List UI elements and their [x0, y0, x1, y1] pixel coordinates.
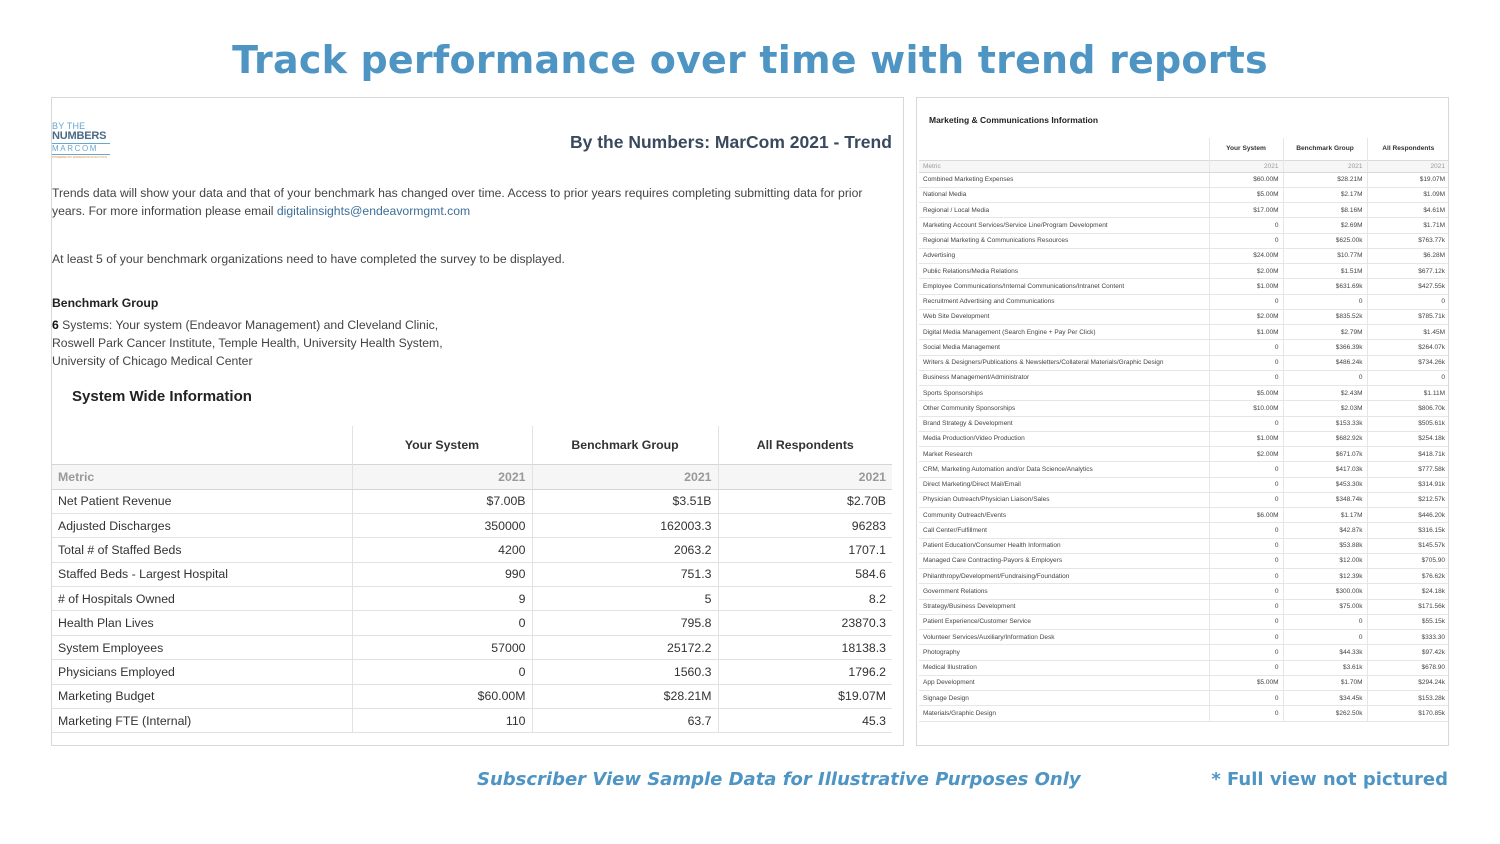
value-cell: $19.07M: [1367, 172, 1449, 187]
value-cell: 0: [1209, 355, 1283, 370]
table-row: [919, 675, 1449, 690]
value-cell: $6.28M: [1367, 248, 1449, 263]
marcom-rows: [919, 172, 1449, 721]
metric-name-cell: Marketing FTE (Internal): [52, 709, 352, 733]
benchmark-count: 6: [52, 318, 59, 332]
metric-name-cell: Marketing Account Services/Service Line/Program Development: [919, 218, 1209, 233]
value-cell: 0: [1209, 477, 1283, 492]
value-cell: 0: [1283, 614, 1367, 629]
metric-name-cell: App Development: [919, 675, 1209, 690]
value-cell: $2.00M: [1209, 447, 1283, 462]
table-row: [919, 431, 1449, 446]
value-cell: $254.18k: [1367, 431, 1449, 446]
table-row: [52, 538, 892, 562]
table-row: [52, 660, 892, 684]
metric-name-cell: Direct Marketing/Direct Mail/Email: [919, 477, 1209, 492]
metric-name-cell: Government Relations: [919, 584, 1209, 599]
year-your-system: 2021: [352, 464, 532, 489]
table-row: [919, 218, 1449, 233]
metric-name-cell: Physician Outreach/Physician Liaison/Sales: [919, 492, 1209, 507]
table-row: [919, 569, 1449, 584]
intro-text: Trends data will show your data and that of your benchmark has changed over time. Access to prior years requires completing submitting data for prior years. For more information please email: [52, 186, 863, 218]
year-benchmark-group: 2021: [1283, 160, 1367, 172]
table-row: [52, 513, 892, 537]
table-row: [919, 187, 1449, 202]
table-row: [919, 584, 1449, 599]
year-your-system: 2021: [1209, 160, 1283, 172]
value-cell: $12.39k: [1283, 569, 1367, 584]
value-cell: $505.61k: [1367, 416, 1449, 431]
value-cell: $145.57k: [1367, 538, 1449, 553]
value-cell: $2.03M: [1283, 401, 1367, 416]
value-cell: 45.3: [718, 709, 892, 733]
metric-name-cell: Medical Illustration: [919, 660, 1209, 675]
value-cell: 0: [1209, 492, 1283, 507]
value-cell: 57000: [352, 635, 532, 659]
value-cell: $262.50k: [1283, 706, 1367, 721]
metric-name-cell: Employee Communications/Internal Communications/Intranet Content: [919, 279, 1209, 294]
value-cell: $671.07k: [1283, 447, 1367, 462]
metric-name-cell: Health Plan Lives: [52, 611, 352, 635]
value-cell: 0: [1209, 233, 1283, 248]
value-cell: $453.30k: [1283, 477, 1367, 492]
value-cell: $366.39k: [1283, 340, 1367, 355]
metric-name-cell: Media Production/Video Production: [919, 431, 1209, 446]
value-cell: $2.17M: [1283, 187, 1367, 202]
value-cell: 0: [1209, 218, 1283, 233]
metric-name-cell: Market Research: [919, 447, 1209, 462]
col-metric: Metric: [52, 464, 352, 489]
value-cell: $446.20k: [1367, 508, 1449, 523]
value-cell: 0: [1209, 538, 1283, 553]
value-cell: $682.92k: [1283, 431, 1367, 446]
benchmark-group-heading: Benchmark Group: [52, 296, 159, 310]
marcom-report-panel: [916, 97, 1449, 746]
metric-name-cell: System Employees: [52, 635, 352, 659]
table-row: [919, 447, 1449, 462]
value-cell: $55.15k: [1367, 614, 1449, 629]
value-cell: 990: [352, 562, 532, 586]
table-row: [919, 553, 1449, 568]
value-cell: $28.21M: [1283, 172, 1367, 187]
table-row: [919, 340, 1449, 355]
marcom-heading: Marketing & Communications Information: [929, 115, 1099, 125]
value-cell: 0: [1367, 294, 1449, 309]
value-cell: 0: [1283, 630, 1367, 645]
value-cell: $333.30: [1367, 630, 1449, 645]
table-row: [919, 614, 1449, 629]
table-row: [919, 264, 1449, 279]
metric-name-cell: Marketing Budget: [52, 684, 352, 708]
full-view-caption: * Full view not pictured: [1211, 769, 1448, 790]
metric-name-cell: Philanthropy/Development/Fundraising/Foundation: [919, 569, 1209, 584]
metric-name-cell: Regional Marketing & Communications Resources: [919, 233, 1209, 248]
value-cell: $24.00M: [1209, 248, 1283, 263]
metric-name-cell: Total # of Staffed Beds: [52, 538, 352, 562]
value-cell: $1.11M: [1367, 386, 1449, 401]
system-wide-table: [52, 426, 892, 733]
value-cell: $171.56k: [1367, 599, 1449, 614]
system-wide-rows: [52, 489, 892, 733]
metric-name-cell: CRM, Marketing Automation and/or Data Science/Analytics: [919, 462, 1209, 477]
col-all-respondents: All Respondents: [1367, 138, 1449, 160]
value-cell: $97.42k: [1367, 645, 1449, 660]
table-row: [919, 416, 1449, 431]
value-cell: 0: [1209, 660, 1283, 675]
metric-name-cell: Combined Marketing Expenses: [919, 172, 1209, 187]
col-your-system: Your System: [352, 426, 532, 464]
value-cell: $7.00B: [352, 489, 532, 513]
table-row: [919, 233, 1449, 248]
value-cell: 18138.3: [718, 635, 892, 659]
value-cell: $75.00k: [1283, 599, 1367, 614]
value-cell: $1.71M: [1367, 218, 1449, 233]
metric-name-cell: Managed Care Contracting-Payors & Employers: [919, 553, 1209, 568]
value-cell: 0: [1209, 691, 1283, 706]
value-cell: 0: [1209, 340, 1283, 355]
report-title: By the Numbers: MarCom 2021 - Trend: [570, 132, 892, 152]
value-cell: $835.52k: [1283, 309, 1367, 324]
metric-name-cell: Business Management/Administrator: [919, 370, 1209, 385]
value-cell: 110: [352, 709, 532, 733]
table-row: [919, 309, 1449, 324]
metric-name-cell: Other Community Sponsorships: [919, 401, 1209, 416]
value-cell: $5.00M: [1209, 675, 1283, 690]
table-row: [919, 401, 1449, 416]
table-row: [919, 172, 1449, 187]
value-cell: $153.33k: [1283, 416, 1367, 431]
value-cell: 0: [1283, 294, 1367, 309]
value-cell: $24.18k: [1367, 584, 1449, 599]
table-row: [919, 386, 1449, 401]
value-cell: $1.51M: [1283, 264, 1367, 279]
table-row: [919, 355, 1449, 370]
value-cell: $2.00M: [1209, 264, 1283, 279]
intro-paragraph: [52, 184, 897, 220]
value-cell: $44.33k: [1283, 645, 1367, 660]
col-metric: Metric: [919, 160, 1209, 172]
value-cell: $53.88k: [1283, 538, 1367, 553]
metric-name-cell: Sports Sponsorships: [919, 386, 1209, 401]
value-cell: 63.7: [532, 709, 718, 733]
metric-name-cell: Materials/Graphic Design: [919, 706, 1209, 721]
table-row: [919, 523, 1449, 538]
logo-line-1: BY THE: [52, 121, 86, 131]
metric-name-cell: Recruitment Advertising and Communications: [919, 294, 1209, 309]
metric-name-cell: Public Relations/Media Relations: [919, 264, 1209, 279]
value-cell: 0: [1209, 630, 1283, 645]
table-row: [919, 706, 1449, 721]
value-cell: $5.00M: [1209, 386, 1283, 401]
system-report-panel: [51, 97, 904, 746]
value-cell: $1.17M: [1283, 508, 1367, 523]
value-cell: $677.12k: [1367, 264, 1449, 279]
value-cell: 1560.3: [532, 660, 718, 684]
metric-name-cell: Photography: [919, 645, 1209, 660]
value-cell: 5: [532, 587, 718, 611]
value-cell: $17.00M: [1209, 203, 1283, 218]
value-cell: 0: [1209, 706, 1283, 721]
value-cell: $418.71k: [1367, 447, 1449, 462]
metric-name-cell: Social Media Management: [919, 340, 1209, 355]
value-cell: $170.85k: [1367, 706, 1449, 721]
value-cell: $2.79M: [1283, 325, 1367, 340]
table-row: [52, 684, 892, 708]
table-row: [919, 462, 1449, 477]
minimum-benchmark-note: At least 5 of your benchmark organizations need to have completed the survey to be displayed.: [52, 252, 565, 266]
year-all-respondents: 2021: [718, 464, 892, 489]
value-cell: 23870.3: [718, 611, 892, 635]
value-cell: $806.70k: [1367, 401, 1449, 416]
value-cell: $3.61k: [1283, 660, 1367, 675]
value-cell: 162003.3: [532, 513, 718, 537]
value-cell: $76.62k: [1367, 569, 1449, 584]
value-cell: $28.21M: [532, 684, 718, 708]
value-cell: $1.00M: [1209, 431, 1283, 446]
table-row: [52, 489, 892, 513]
sample-data-caption: Subscriber View Sample Data for Illustrative Purposes Only: [477, 769, 1081, 790]
benchmark-systems-list: [52, 316, 472, 370]
logo-line-2: NUMBERS: [52, 130, 107, 142]
metric-name-cell: National Media: [919, 187, 1209, 202]
value-cell: $294.24k: [1367, 675, 1449, 690]
metric-name-cell: Writers & Designers/Publications & Newsletters/Collateral Materials/Graphic Design: [919, 355, 1209, 370]
value-cell: 350000: [352, 513, 532, 537]
value-cell: 0: [1209, 294, 1283, 309]
table-row: [919, 492, 1449, 507]
value-cell: $60.00M: [352, 684, 532, 708]
value-cell: $2.00M: [1209, 309, 1283, 324]
value-cell: 0: [1209, 584, 1283, 599]
value-cell: $1.70M: [1283, 675, 1367, 690]
metric-name-cell: # of Hospitals Owned: [52, 587, 352, 611]
col-benchmark-group: Benchmark Group: [532, 426, 718, 464]
table-row: [919, 325, 1449, 340]
value-cell: $153.28k: [1367, 691, 1449, 706]
value-cell: $5.00M: [1209, 187, 1283, 202]
page-headline: Track performance over time with trend reports: [232, 38, 1268, 82]
value-cell: 0: [1209, 370, 1283, 385]
table-row: [52, 709, 892, 733]
metric-name-cell: Net Patient Revenue: [52, 489, 352, 513]
year-all-respondents: 2021: [1367, 160, 1449, 172]
table-row: [919, 203, 1449, 218]
value-cell: $2.69M: [1283, 218, 1367, 233]
table-row: [919, 630, 1449, 645]
value-cell: 0: [1209, 645, 1283, 660]
value-cell: 0: [1209, 553, 1283, 568]
table-row: [52, 587, 892, 611]
metric-name-cell: Community Outreach/Events: [919, 508, 1209, 523]
col-benchmark-group: Benchmark Group: [1283, 138, 1367, 160]
contact-email-link[interactable]: digitalinsights@endeavormgmt.com: [276, 204, 471, 218]
table-row: [919, 279, 1449, 294]
col-all-respondents: All Respondents: [718, 426, 892, 464]
value-cell: 0: [1209, 523, 1283, 538]
value-cell: $300.00k: [1283, 584, 1367, 599]
value-cell: $1.09M: [1367, 187, 1449, 202]
value-cell: $4.61M: [1367, 203, 1449, 218]
value-cell: $734.26k: [1367, 355, 1449, 370]
header-spacer: [52, 426, 352, 464]
value-cell: $212.57k: [1367, 492, 1449, 507]
value-cell: 0: [1209, 599, 1283, 614]
value-cell: 0: [1209, 462, 1283, 477]
table-row: [919, 645, 1449, 660]
metric-name-cell: Web Site Development: [919, 309, 1209, 324]
value-cell: $348.74k: [1283, 492, 1367, 507]
value-cell: $1.00M: [1209, 325, 1283, 340]
metric-name-cell: Physicians Employed: [52, 660, 352, 684]
value-cell: 8.2: [718, 587, 892, 611]
value-cell: 0: [1209, 569, 1283, 584]
value-cell: $2.43M: [1283, 386, 1367, 401]
value-cell: $12.00k: [1283, 553, 1367, 568]
value-cell: $2.70B: [718, 489, 892, 513]
value-cell: 584.6: [718, 562, 892, 586]
value-cell: $3.51B: [532, 489, 718, 513]
value-cell: $8.16M: [1283, 203, 1367, 218]
table-row: [919, 477, 1449, 492]
value-cell: $10.77M: [1283, 248, 1367, 263]
value-cell: 751.3: [532, 562, 718, 586]
metric-name-cell: Digital Media Management (Search Engine + Pay Per Click): [919, 325, 1209, 340]
table-row: [52, 635, 892, 659]
table-row: [919, 508, 1449, 523]
value-cell: $314.91k: [1367, 477, 1449, 492]
metric-name-cell: Advertising: [919, 248, 1209, 263]
table-row: [52, 562, 892, 586]
table-row: [919, 370, 1449, 385]
value-cell: $417.03k: [1283, 462, 1367, 477]
value-cell: $427.55k: [1367, 279, 1449, 294]
value-cell: $486.24k: [1283, 355, 1367, 370]
table-row: [919, 691, 1449, 706]
col-your-system: Your System: [1209, 138, 1283, 160]
value-cell: 0: [1209, 614, 1283, 629]
table-row: [919, 294, 1449, 309]
marcom-table: [919, 138, 1449, 722]
value-cell: $777.58k: [1367, 462, 1449, 477]
metric-name-cell: Staffed Beds - Largest Hospital: [52, 562, 352, 586]
by-the-numbers-logo: [52, 121, 110, 160]
system-wide-heading: System Wide Information: [72, 388, 252, 405]
table-row: [919, 599, 1449, 614]
metric-name-cell: Volunteer Services/Auxiliary/Information Desk: [919, 630, 1209, 645]
value-cell: $625.00k: [1283, 233, 1367, 248]
logo-line-3: MARCOM: [52, 143, 110, 155]
table-row: [52, 611, 892, 635]
value-cell: $631.69k: [1283, 279, 1367, 294]
metric-name-cell: Adjusted Discharges: [52, 513, 352, 537]
metric-name-cell: Signage Design: [919, 691, 1209, 706]
value-cell: $264.07k: [1367, 340, 1449, 355]
value-cell: 0: [1367, 370, 1449, 385]
benchmark-systems-text: Systems: Your system (Endeavor Management) and Cleveland Clinic, Roswell Park Cancer Institute, Temple Health, University Health System, University of Chicago Medical Center: [52, 318, 443, 368]
value-cell: 2063.2: [532, 538, 718, 562]
value-cell: $42.87k: [1283, 523, 1367, 538]
metric-name-cell: Call Center/Fulfillment: [919, 523, 1209, 538]
value-cell: $34.45k: [1283, 691, 1367, 706]
value-cell: 0: [1209, 416, 1283, 431]
metric-name-cell: Brand Strategy & Development: [919, 416, 1209, 431]
logo-line-4: POWERED BY ENDEAVOR ANALYTICS: [52, 155, 107, 159]
value-cell: $785.71k: [1367, 309, 1449, 324]
value-cell: 9: [352, 587, 532, 611]
metric-name-cell: Strategy/Business Development: [919, 599, 1209, 614]
value-cell: 1707.1: [718, 538, 892, 562]
value-cell: $763.77k: [1367, 233, 1449, 248]
value-cell: 0: [1283, 370, 1367, 385]
metric-name-cell: Patient Experience/Customer Service: [919, 614, 1209, 629]
value-cell: $1.45M: [1367, 325, 1449, 340]
value-cell: $6.00M: [1209, 508, 1283, 523]
value-cell: 0: [352, 660, 532, 684]
value-cell: 4200: [352, 538, 532, 562]
value-cell: $705.90: [1367, 553, 1449, 568]
value-cell: 96283: [718, 513, 892, 537]
header-spacer: [919, 138, 1209, 160]
value-cell: 25172.2: [532, 635, 718, 659]
metric-name-cell: Patient Education/Consumer Health Information: [919, 538, 1209, 553]
value-cell: $316.15k: [1367, 523, 1449, 538]
value-cell: 0: [352, 611, 532, 635]
value-cell: $10.00M: [1209, 401, 1283, 416]
value-cell: $19.07M: [718, 684, 892, 708]
value-cell: 795.8: [532, 611, 718, 635]
value-cell: $1.00M: [1209, 279, 1283, 294]
value-cell: $678.90: [1367, 660, 1449, 675]
value-cell: $60.00M: [1209, 172, 1283, 187]
year-benchmark-group: 2021: [532, 464, 718, 489]
value-cell: 1796.2: [718, 660, 892, 684]
metric-name-cell: Regional / Local Media: [919, 203, 1209, 218]
table-row: [919, 538, 1449, 553]
table-row: [919, 660, 1449, 675]
table-row: [919, 248, 1449, 263]
